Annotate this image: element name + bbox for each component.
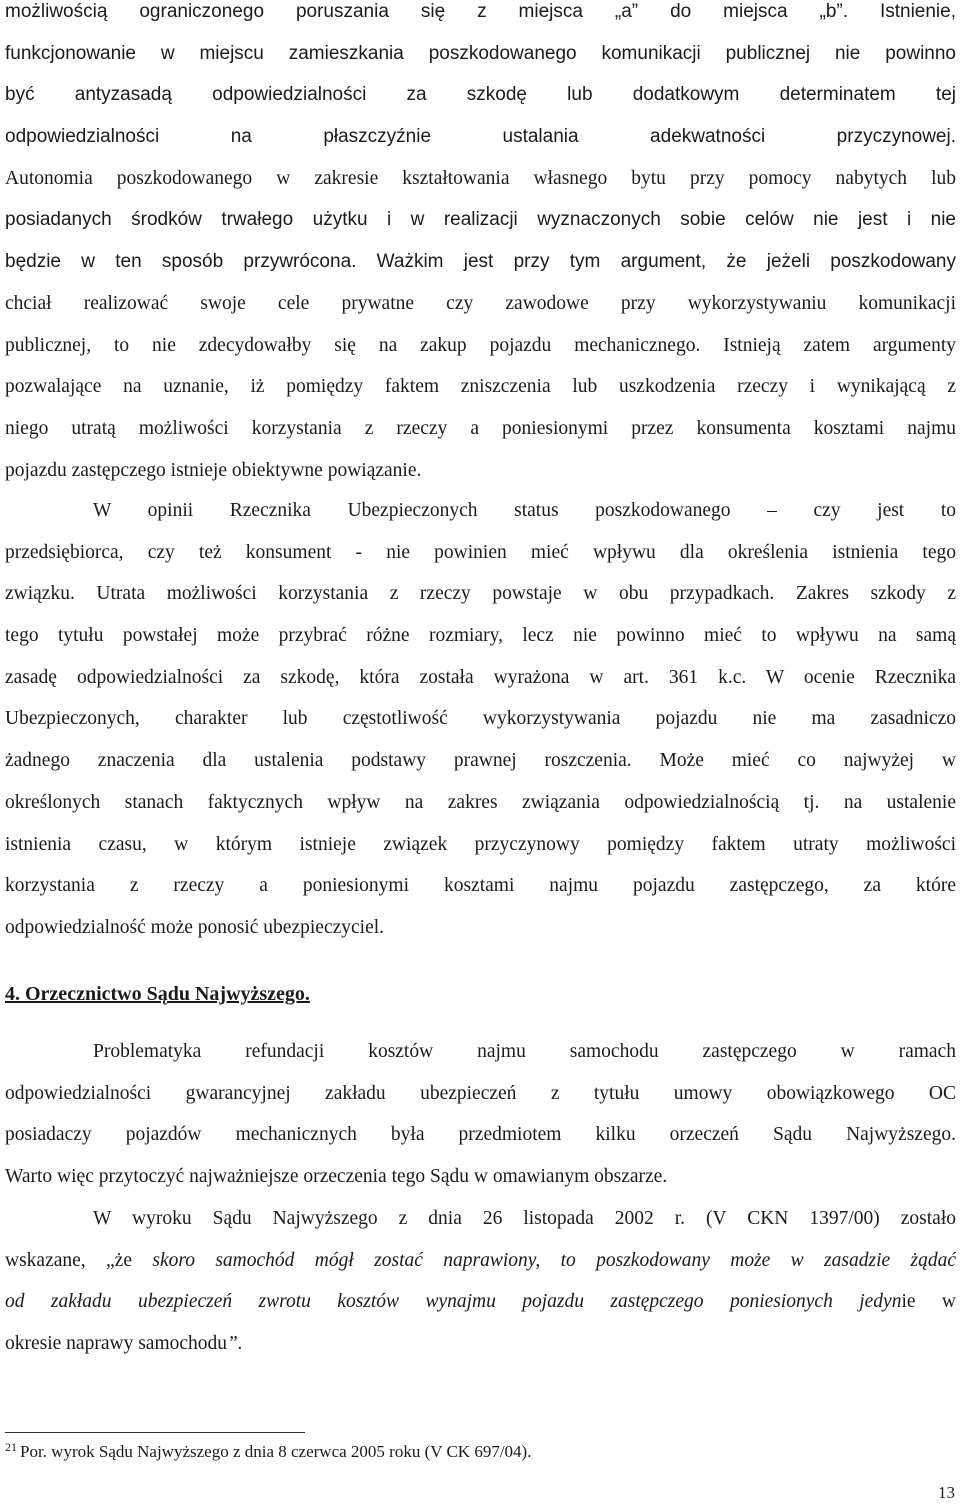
quote-text: od zakładu ubezpieczeń zwrotu kosztów wynajmu pojazdu zastępczego poniesionych jedyn [5,1291,902,1313]
text-line: będzie w ten sposób przywrócona. Ważkim jest przy tym argument, że jeżeli poszkodowany [5,251,956,273]
text-line [5,1323,956,1365]
text-line: chciał realizować swoje cele prywatne czy zawodowe przy wykorzystywaniu komunikacji [5,292,956,314]
text-line: posiadanych środków trwałego użytku i w realizacji wyznaczonych sobie celów nie jest i nie [5,209,956,231]
text-line: W wyroku Sądu Najwyższego z dnia 26 listopada 2002 r. (V CKN 1397/00) zostało [93,1208,956,1229]
page-number: 13 [938,1483,955,1502]
text-line [5,1240,956,1282]
text-line: Warto więc przytoczyć najważniejsze orzeczenia tego Sądu w omawianym obszarze. [5,1166,668,1188]
text-line: odpowiedzialność może ponosić ubezpieczyciel. [5,916,385,938]
text-line: korzystania z rzeczy a poniesionymi kosztami najmu pojazdu zastępczego, za które [5,875,956,897]
footnote-number: 21 [5,1440,17,1454]
text-line: Problematyka refundacji kosztów najmu samochodu zastępczego w ramach [93,1041,956,1062]
paragraph-1 [5,0,956,491]
quote-text: skoro samochód mógł zostać naprawiony, to poszkodowany może w zasadzie żądać [152,1249,956,1271]
text-line: Autonomia poszkodowanego w zakresie kształtowania własnego bytu przy pomocy nabytych lub [5,167,956,189]
text-span: okresie naprawy samochodu [5,1333,228,1355]
text-line: pozwalające na uznanie, iż pomiędzy faktem zniszczenia lub uszkodzenia rzeczy i wynikającą z [5,376,956,398]
text-line: publicznej, to nie zdecydowałby się na zakup pojazdu mechanicznego. Istnieją zatem argumenty [5,334,956,356]
text-line: odpowiedzialności gwarancyjnej zakładu ubezpieczeń z tytułu umowy obowiązkowego OC [5,1082,956,1104]
section-heading: 4. Orzecznictwo Sądu Najwyższego. [5,983,310,1005]
text-line: pojazdu zastępczego istnieje obiektywne powiązanie. [5,459,422,481]
text-line: W opinii Rzecznika Ubezpieczonych status poszkodowanego – czy jest to [93,500,956,521]
text-line: związku. Utrata możliwości korzystania z rzeczy powstaje w obu przypadkach. Zakres szkody z [5,583,956,605]
text-line: posiadaczy pojazdów mechanicznych była przedmiotem kilku orzeczeń Sądu Najwyższego. [5,1124,956,1146]
text-line: żadnego znaczenia dla ustalenia podstawy prawnej roszczenia. Może mieć co najwyżej w [5,750,956,772]
text-line: przedsiębiorca, czy też konsument - nie powinien mieć wpływu dla określenia istnienia tego [5,541,956,563]
text-line [5,1281,956,1323]
paragraph-2 [5,490,956,949]
text-span: ie w [901,1291,956,1313]
text-line: Ubezpieczonych, charakter lub częstotliwość wykorzystywania pojazdu nie ma zasadniczo [5,708,956,730]
text-span: wskazane, „że [5,1249,153,1271]
text-line: możliwością ograniczonego poruszania się z miejsca „a” do miejsca „b”. Istnienie, [5,1,956,22]
footnote-text: Por. wyrok Sądu Najwyższego z dnia 8 czerwca 2005 roku (V CK 697/04). [20,1442,532,1461]
text-line: odpowiedzialności na płaszczyźnie ustalania adekwatności przyczynowej. [5,126,956,148]
footnote [5,1440,531,1462]
text-line: tego tytułu powstałej może przybrać różne rozmiary, lecz nie powinno mieć to wpływu na samą [5,625,956,647]
paragraph-3 [5,1031,956,1198]
text-line: być antyzasadą odpowiedzialności za szkodę lub dodatkowym determinatem tej [5,84,956,106]
text-line: zasadę odpowiedzialności za szkodę, która została wyrażona w art. 361 k.c. W ocenie Rzecznika [5,666,956,688]
footnote-divider [5,1432,305,1433]
text-line: określonych stanach faktycznych wpływ na zakres związania odpowiedzialnością tj. na ustalenie [5,791,956,813]
text-line: niego utratą możliwości korzystania z rzeczy a poniesionymi przez konsumenta kosztami najmu [5,417,956,439]
paragraph-4 [5,1198,956,1365]
quote-text: ”. [227,1333,243,1355]
text-line: istnienia czasu, w którym istnieje związek przyczynowy pomiędzy faktem utraty możliwości [5,833,956,855]
text-line: funkcjonowanie w miejscu zamieszkania poszkodowanego komunikacji publicznej nie powinno [5,42,956,64]
